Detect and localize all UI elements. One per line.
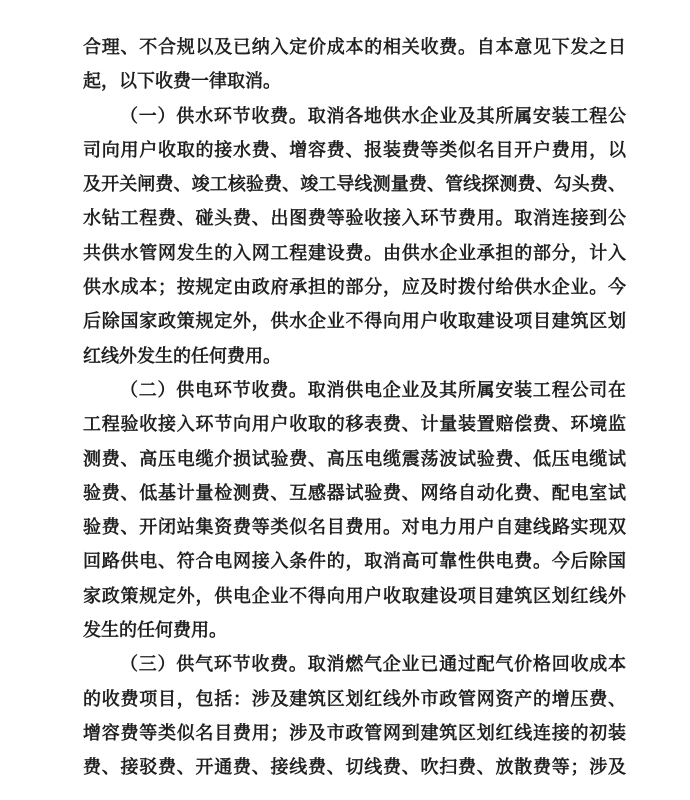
text-line: （三）供气环节收费。取消燃气企业已通过配气价格回收成本 [120, 654, 626, 675]
text-line: 发生的任何费用。 [83, 620, 227, 641]
text-line: 红线外发生的任何费用。 [83, 345, 281, 366]
text-line: （一）供水环节收费。取消各地供水企业及其所属安装工程公 [120, 105, 626, 126]
text-line: 合理、不合规以及已纳入定价成本的相关收费。自本意见下发之日 [83, 37, 626, 57]
text-line: 及开关闸费、竣工核验费、竣工导线测量费、管线探测费、勾头费、 [83, 174, 626, 195]
text-line: 测费、高压电缆介损试验费、高压电缆震荡波试验费、低压电缆试 [83, 448, 626, 469]
text-line: 回路供电、符合电网接入条件的，取消高可靠性供电费。今后除国 [83, 551, 626, 572]
text-line: 共供水管网发生的入网工程建设费。由供水企业承担的部分，计入 [83, 242, 626, 263]
text-line: 水钻工程费、碰头费、出图费等验收接入环节费用。取消连接到公 [83, 208, 626, 229]
text-line: 的收费项目，包括：涉及建筑区划红线外市政管网资产的增压费、 [83, 688, 626, 709]
text-line: （二）供电环节收费。取消供电企业及其所属安装工程公司在 [120, 379, 626, 400]
text-line: 后除国家政策规定外，供水企业不得向用户收取建设项目建筑区划 [83, 311, 626, 332]
text-line: 起，以下收费一律取消。 [83, 71, 281, 92]
text-line: 司向用户收取的接水费、增容费、报装费等类似名目开户费用，以 [83, 139, 626, 160]
text-line: 家政策规定外，供电企业不得向用户收取建设项目建筑区划红线外 [83, 585, 626, 606]
text-line: 供水成本；按规定由政府承担的部分，应及时拨付给供水企业。今 [83, 277, 626, 298]
text-line: 验费、低基计量检测费、互感器试验费、网络自动化费、配电室试 [83, 482, 626, 503]
text-line: 工程验收接入环节向用户收取的移表费、计量装置赔偿费、环境监 [83, 414, 626, 435]
text-line: 验费、开闭站集资费等类似名目费用。对电力用户自建线路实现双 [83, 517, 626, 538]
text-line: 增容费等类似名目费用；涉及市政管网到建筑区划红线连接的初装 [83, 722, 626, 743]
text-line: 费、接驳费、开通费、接线费、切线费、吹扫费、放散费等；涉及 [83, 757, 626, 778]
